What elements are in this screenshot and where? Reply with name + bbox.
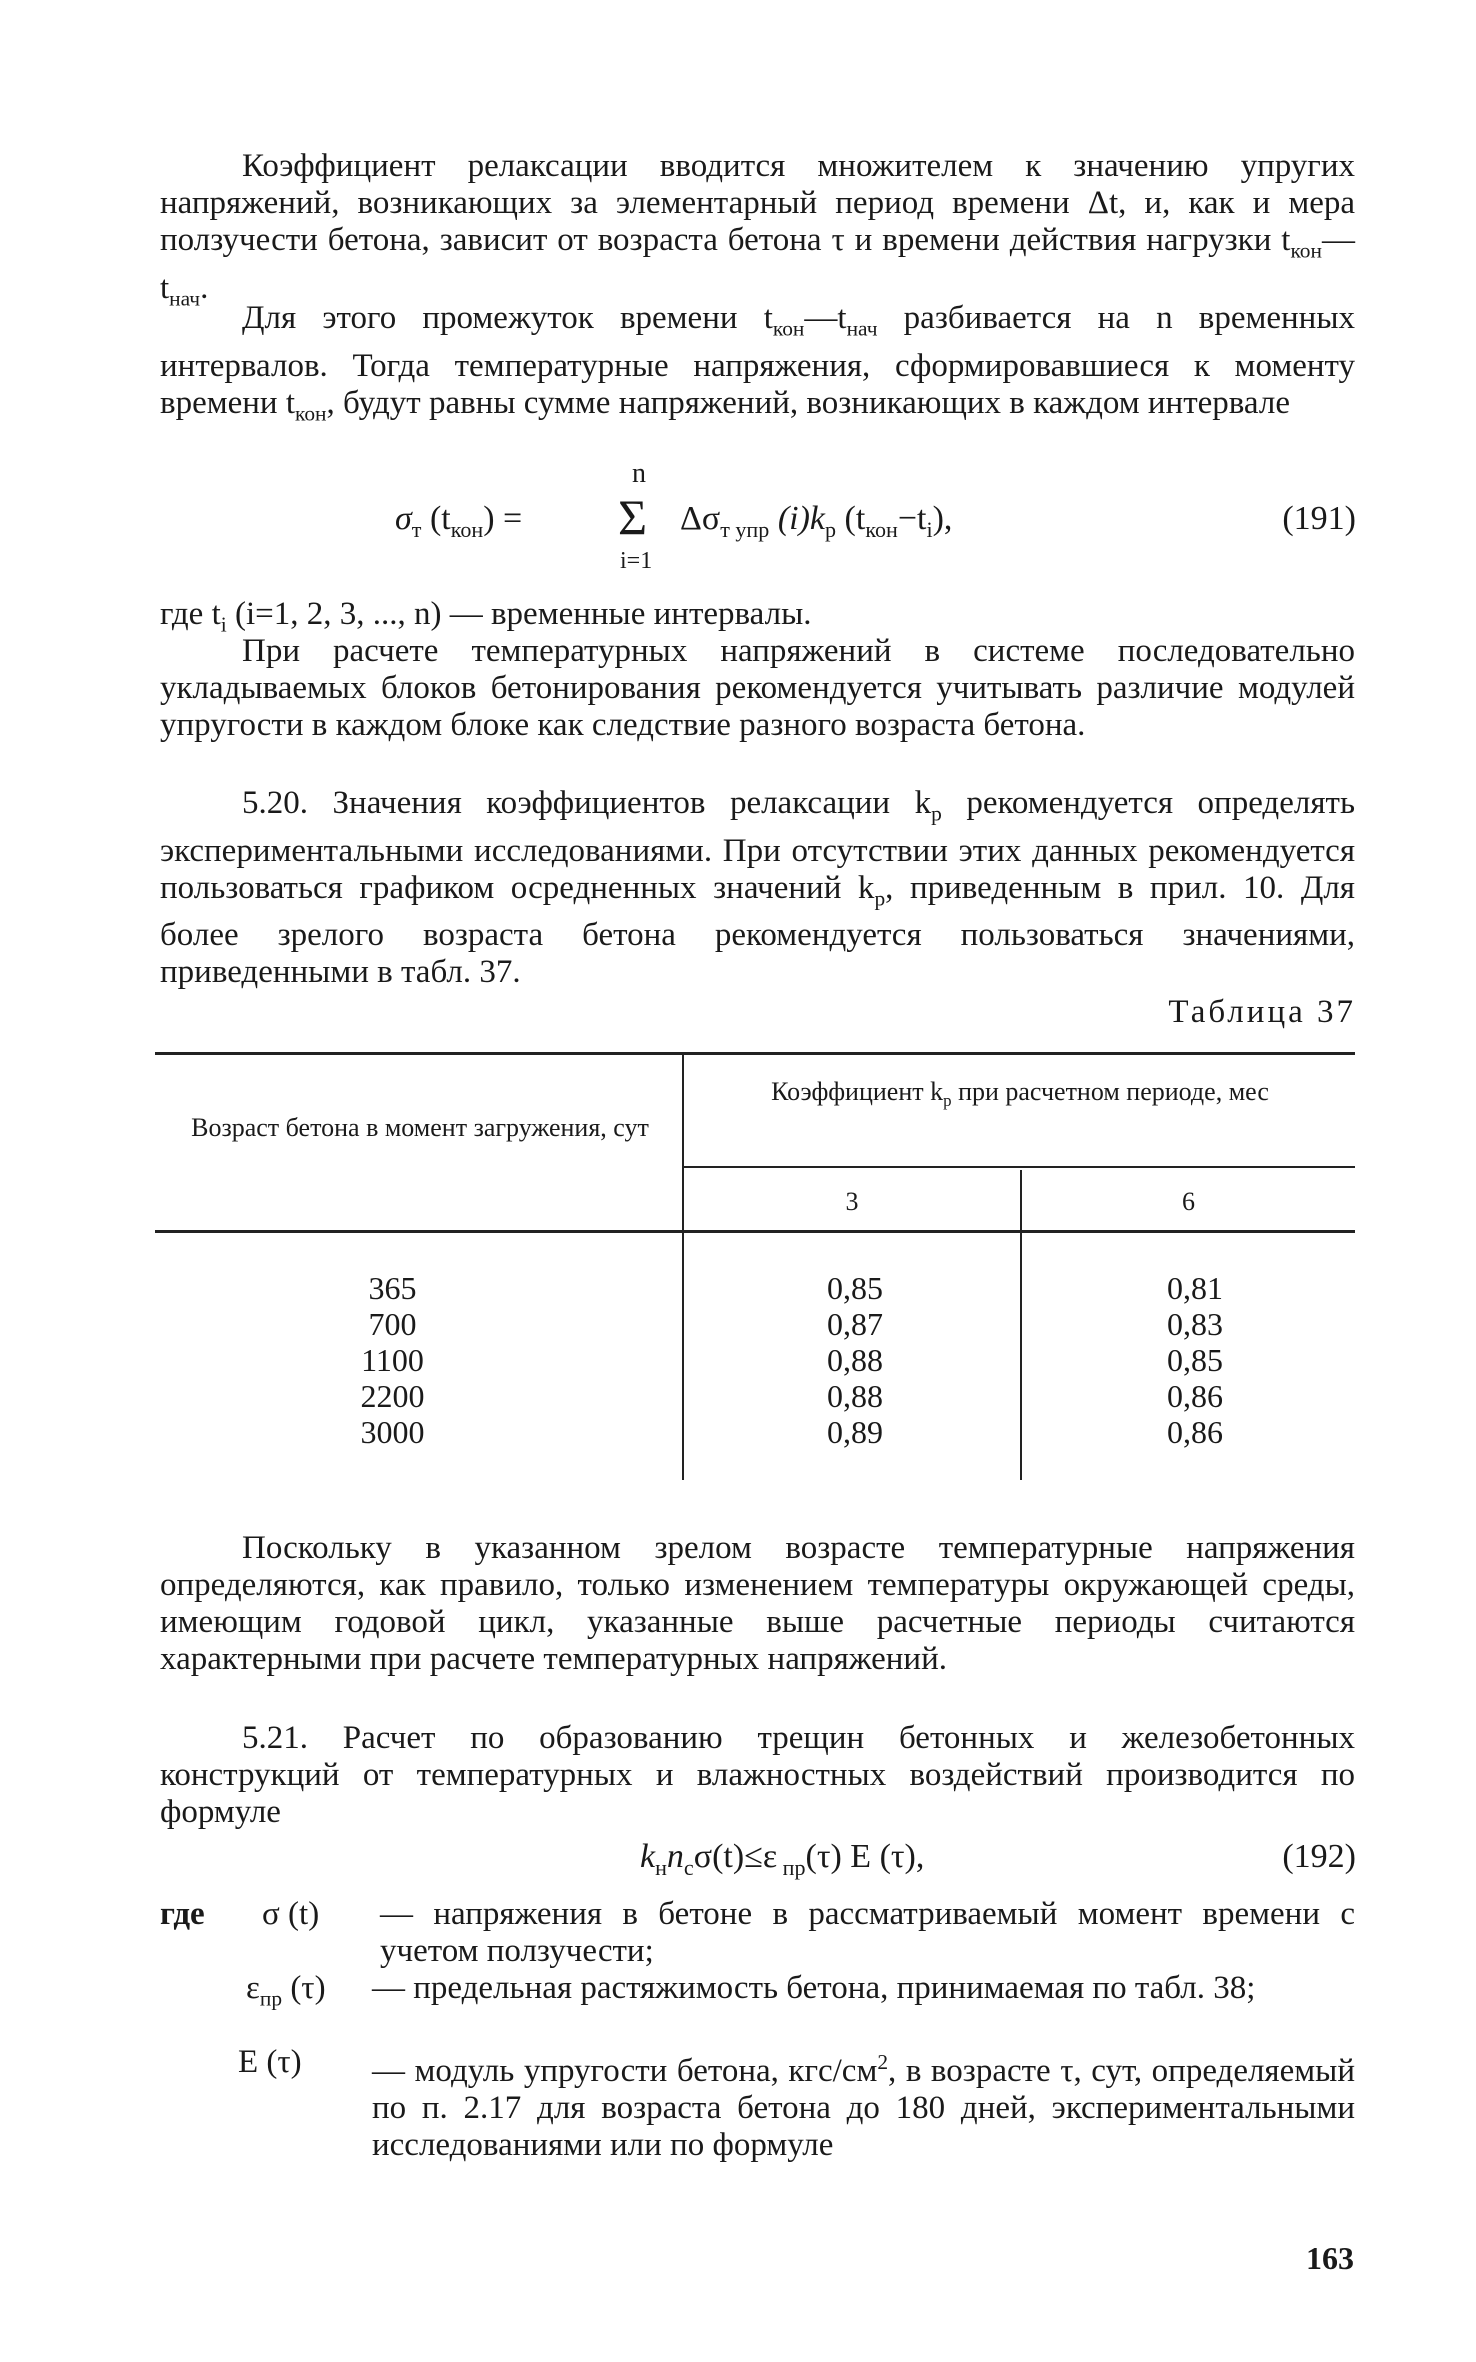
where-label: где — [160, 1896, 205, 1932]
table-subheader-rule — [684, 1166, 1355, 1168]
formula-191-rhs: $\Delta\sigma_{т упр}$ $(i)k_р$ $(t_{кон}-t_i)$, — [680, 500, 953, 542]
column-age — [340, 1270, 445, 1450]
coef-value: 0,86 — [1167, 1414, 1223, 1450]
paragraph-elastic-moduli: При расчете температурных напряжений в системе последовательно укладываемых блоков бетонирования рекомендуется учитывать различие модулей упругости в каждом блоке как следствие разного возраста бетона. — [160, 633, 1355, 743]
paragraph-where-ti: где $t_i$ (i=1, 2, 3, ..., n) — временные интервалы. — [160, 596, 812, 637]
desc-sigma: — напряжения в бетоне в рассматриваемый момент времени с учетом ползучести; — [380, 1896, 1355, 1969]
symbol-sigma: σ (t) — [262, 1896, 320, 1932]
age-value: 2200 — [360, 1378, 425, 1414]
coef-value: 0,89 — [827, 1414, 883, 1450]
age-value: 365 — [368, 1270, 417, 1306]
coef-value: 0,88 — [827, 1378, 883, 1414]
equation-number-192: (192) — [1282, 1838, 1356, 1875]
coef-value: 0,85 — [1167, 1342, 1223, 1378]
page-number: 163 — [1306, 2240, 1354, 2276]
desc-modulus: — модуль упругости бетона, кгс/$см^2$, в возрасте τ, сут, определяемый по п. 2.17 для возраста бетона до 180 дней, экспериментальными исследованиями или по формуле — [372, 2050, 1355, 2163]
coef-value: 0,86 — [1167, 1378, 1223, 1414]
desc-epsilon: — предельная растяжимость бетона, принимаемая по табл. 38; — [372, 1970, 1256, 2006]
sum-symbol: Σ — [618, 489, 648, 545]
formula-192-body: $k_нn_с\sigma(t)\le\varepsilon$ $_{пр}$(τ) E (τ), — [640, 1838, 925, 1880]
header-period-3: 3 — [845, 1187, 859, 1216]
sum-upper-limit: n — [632, 458, 646, 489]
header-concrete-age: Возраст бетона в момент загружения, сут — [191, 1113, 649, 1142]
table-vertical-divider — [682, 1055, 684, 1480]
symbol-epsilon: $\varepsilon_{пр}$ (τ) — [246, 1970, 326, 2011]
table-header-rule — [155, 1230, 1355, 1233]
coef-value: 0,88 — [827, 1342, 883, 1378]
header-coefficient: Коэффициент $k_р$ при расчетном периоде, мес — [771, 1077, 1269, 1111]
formula-191-lhs: $\sigma_т$ $(t_{кон})$ = — [395, 500, 523, 542]
sum-lower-limit: i=1 — [620, 548, 653, 574]
column-period-6 — [1140, 1270, 1250, 1450]
equation-number-191: (191) — [1282, 500, 1356, 537]
symbol-modulus: E (τ) — [238, 2044, 302, 2080]
header-period-6: 6 — [1182, 1187, 1195, 1216]
age-value: 700 — [368, 1306, 417, 1342]
age-value: 3000 — [360, 1414, 425, 1450]
table-top-rule — [155, 1052, 1355, 1055]
coef-value: 0,83 — [1167, 1306, 1223, 1342]
paragraph-time-intervals: Для этого промежуток времени $t_{кон}—t_{нач}$ разбивается на n временных интервалов. Тогда температурные напряжения, сформировавшиеся к моменту времени $t_{кон}$, будут равны сумме напряжений, возникающих в каждом интервале — [160, 300, 1355, 426]
paragraph-mature-age: Поскольку в указанном зрелом возрасте температурные напряжения определяются, как правило, только изменением температуры окружающей среды, имеющим годовой цикл, указанные выше расчетные периоды считаются характерными при расчете температурных напряжений. — [160, 1530, 1355, 1677]
coef-value: 0,85 — [827, 1270, 883, 1306]
coef-value: 0,87 — [827, 1306, 883, 1342]
paragraph-5-20: 5.20. Значения коэффициентов релаксации $k_р$ рекомендуется определять экспериментальными исследованиями. При отсутствии этих данных рекомендуется пользоваться графиком осредненных значений $k_р$, приведенным в прил. 10. Для более зрелого возраста бетона рекомендуется пользоваться значениями, приведенными в табл. 37. — [160, 785, 1355, 991]
age-value: 1100 — [361, 1342, 424, 1378]
table-caption: Таблица 37 — [1168, 994, 1356, 1030]
paragraph-relaxation-coef: Коэффициент релаксации вводится множителем к значению упругих напряжений, возникающих за элементарный период времени Δt, и, как и мера ползучести бетона, зависит от возраста бетона τ и времени действия нагрузки $t_{кон}—t_{нач}$. — [160, 148, 1355, 311]
column-period-3 — [800, 1270, 910, 1450]
paragraph-5-21: 5.21. Расчет по образованию трещин бетонных и железобетонных конструкций от температурных и влажностных воздействий производится по формуле — [160, 1720, 1355, 1830]
coef-value: 0,81 — [1167, 1270, 1223, 1306]
